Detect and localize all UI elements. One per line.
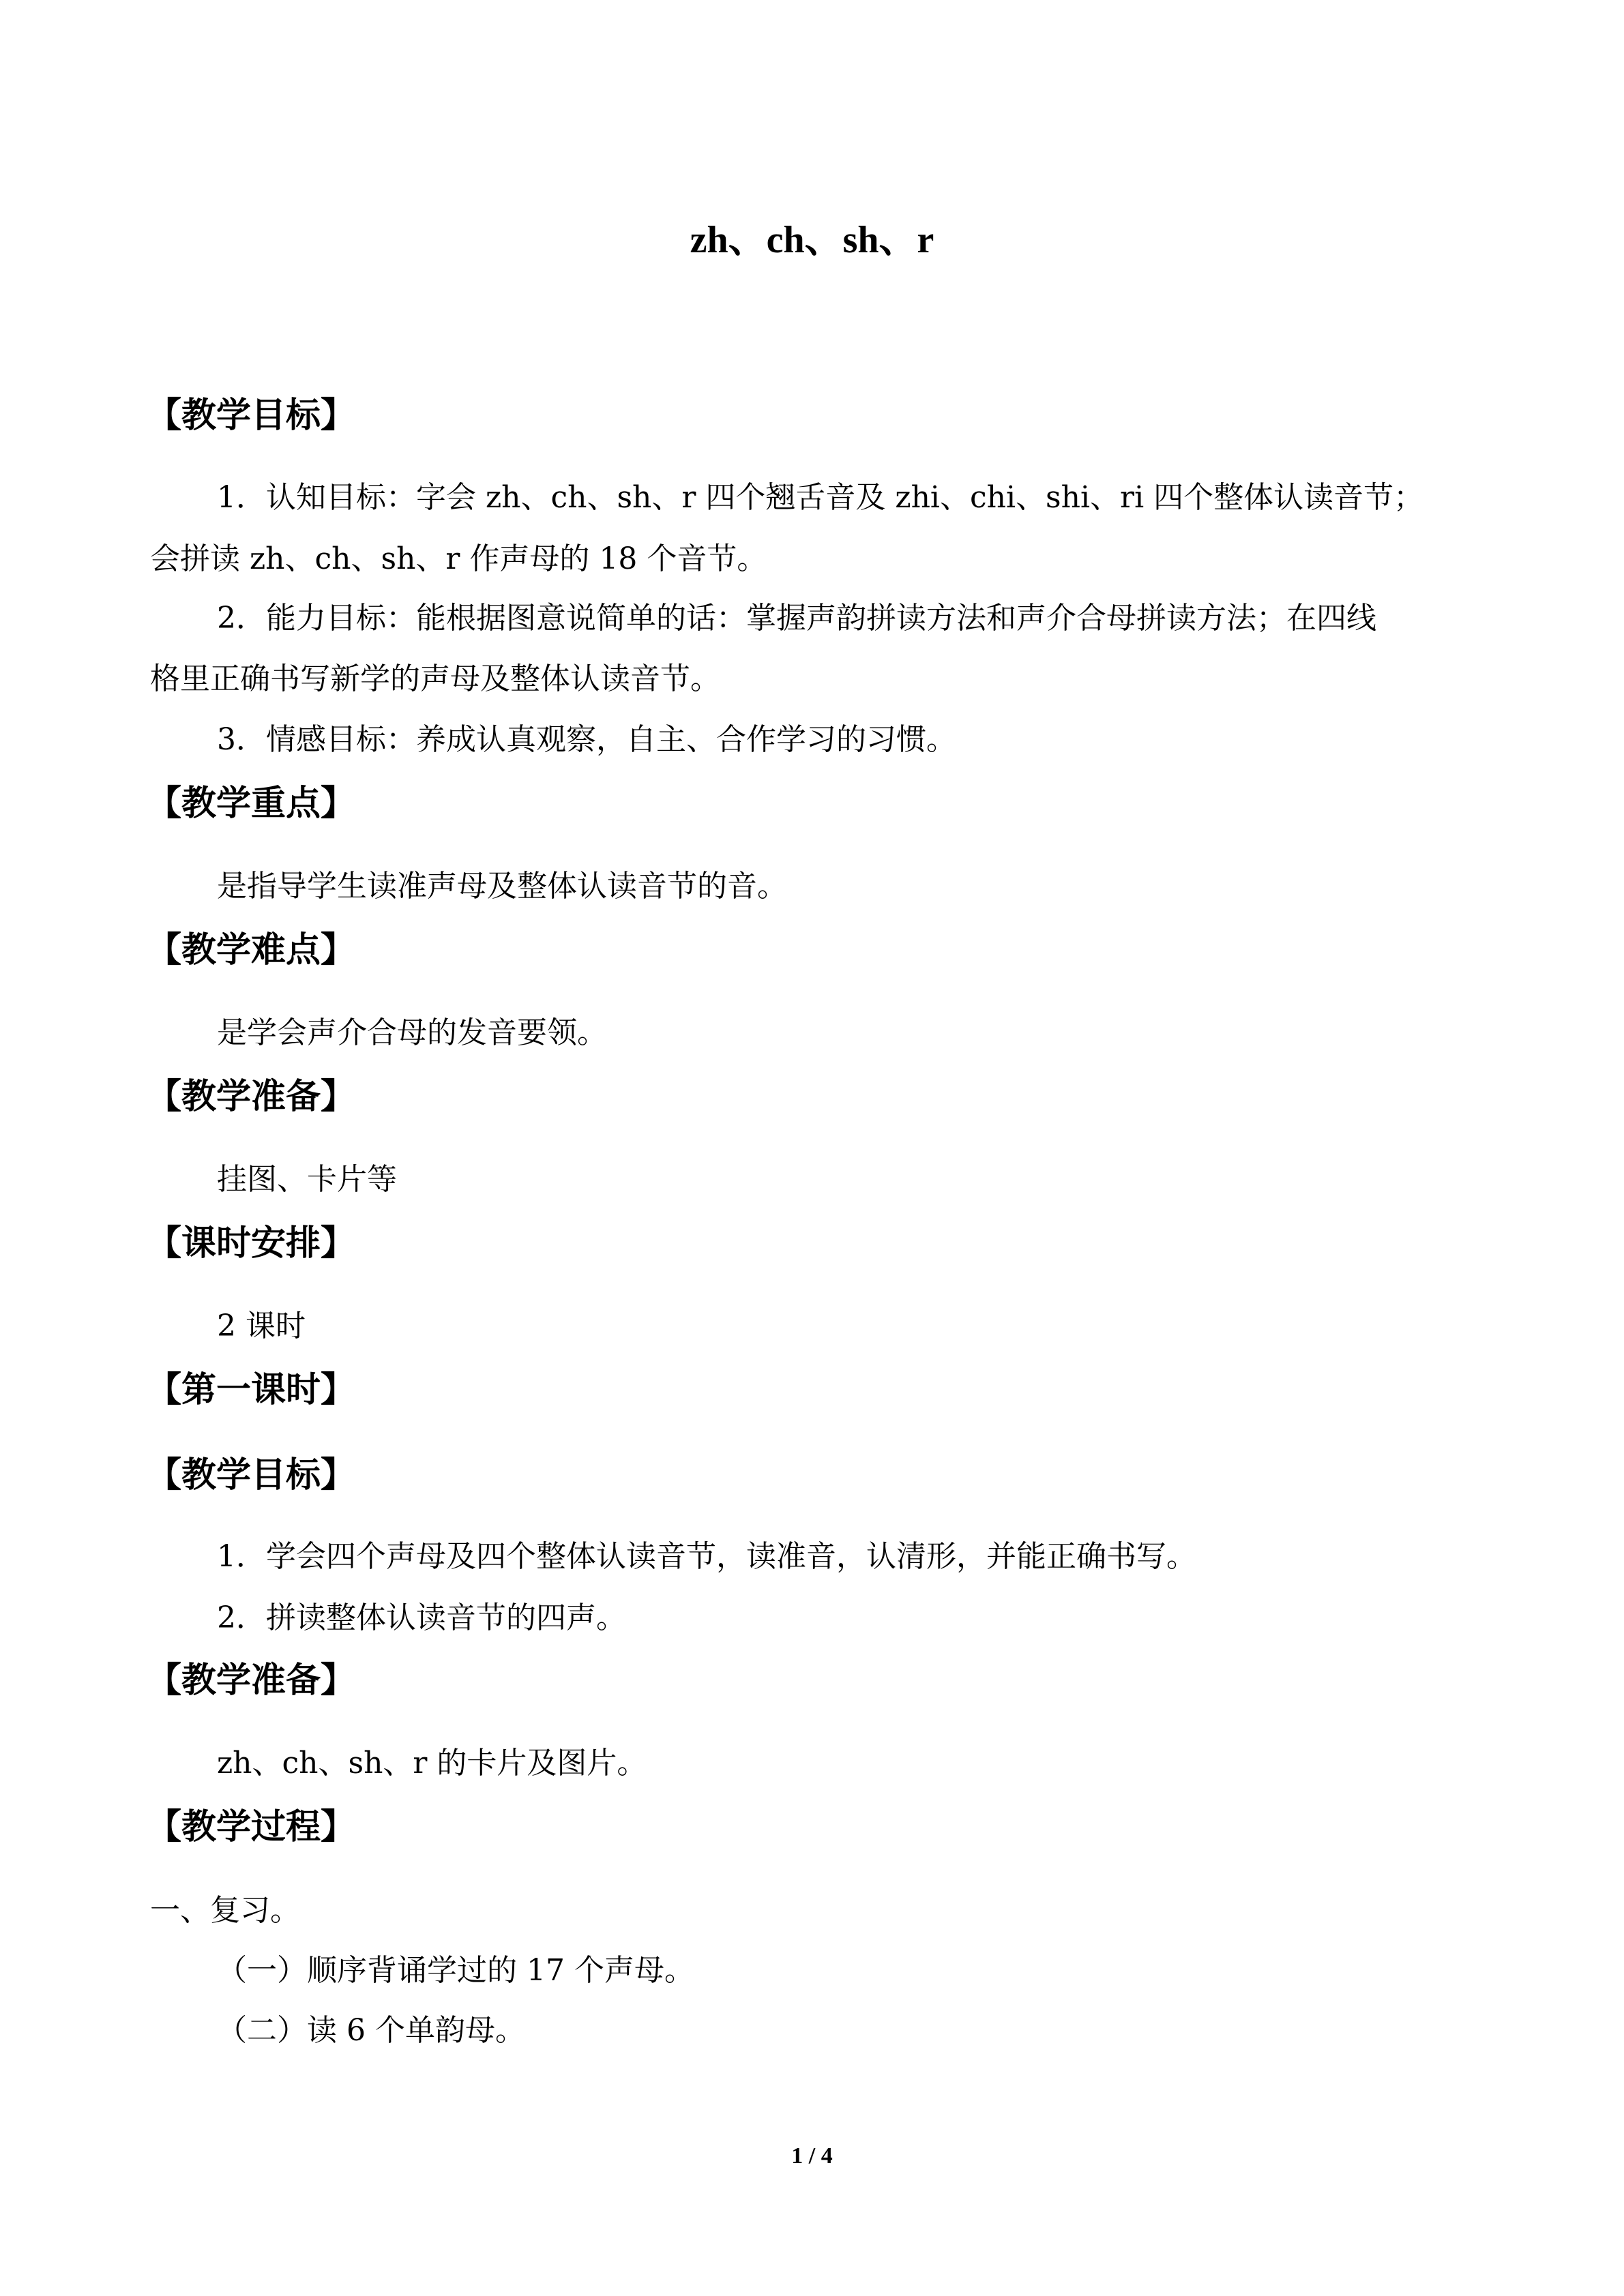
schedule-text: 2 课时 — [217, 1309, 306, 1343]
page-number: 1 / 4 — [791, 2143, 833, 2168]
goal-2-line-1: 2．能力目标：能根据图意说简单的话：掌握声韵拼读方法和声介合母拼读方法；在四线 — [217, 601, 1376, 636]
goal-2-line-2: 格里正确书写新学的声母及整体认读音节。 — [150, 661, 720, 696]
section-heading-preparation: 【教学准备】 — [147, 1077, 356, 1117]
section-heading-lesson-1-preparation: 【教学准备】 — [147, 1660, 356, 1701]
lesson-1-goal-1: 1．学会四个声母及四个整体认读音节，读准音，认清形，并能正确书写。 — [217, 1539, 1196, 1574]
process-step-1-b: （二）读 6 个单韵母。 — [217, 2013, 525, 2048]
section-heading-lesson-1-goals: 【教学目标】 — [147, 1455, 356, 1495]
preparation-text: 挂图、卡片等 — [217, 1162, 397, 1197]
goal-1-line-2: 会拼读 zh、ch、sh、r 作声母的 18 个音节。 — [150, 541, 767, 576]
difficulties-text: 是学会声介合母的发音要领。 — [217, 1015, 607, 1050]
lesson-1-goal-2: 2．拼读整体认读音节的四声。 — [217, 1600, 626, 1635]
section-heading-key-points: 【教学重点】 — [147, 784, 356, 824]
process-step-1: 一、复习。 — [150, 1893, 300, 1928]
page-title: zh、ch、sh、r — [690, 219, 934, 261]
section-heading-schedule: 【课时安排】 — [147, 1223, 356, 1264]
process-step-1-a: （一）顺序背诵学过的 17 个声母。 — [217, 1953, 694, 1988]
key-points-text: 是指导学生读准声母及整体认读音节的音。 — [217, 869, 787, 904]
section-heading-difficulties: 【教学难点】 — [147, 930, 356, 970]
section-heading-process: 【教学过程】 — [147, 1807, 356, 1847]
goal-1-line-1: 1．认知目标：字会 zh、ch、sh、r 四个翘舌音及 zhi、chi、shi、ri 四个整体认读音节； — [217, 480, 1424, 515]
section-heading-lesson-1: 【第一课时】 — [147, 1370, 356, 1410]
section-heading-goals: 【教学目标】 — [147, 396, 356, 436]
goal-3: 3．情感目标：养成认真观察，自主、合作学习的习惯。 — [217, 722, 956, 757]
lesson-1-preparation-text: zh、ch、sh、r 的卡片及图片。 — [217, 1746, 647, 1780]
